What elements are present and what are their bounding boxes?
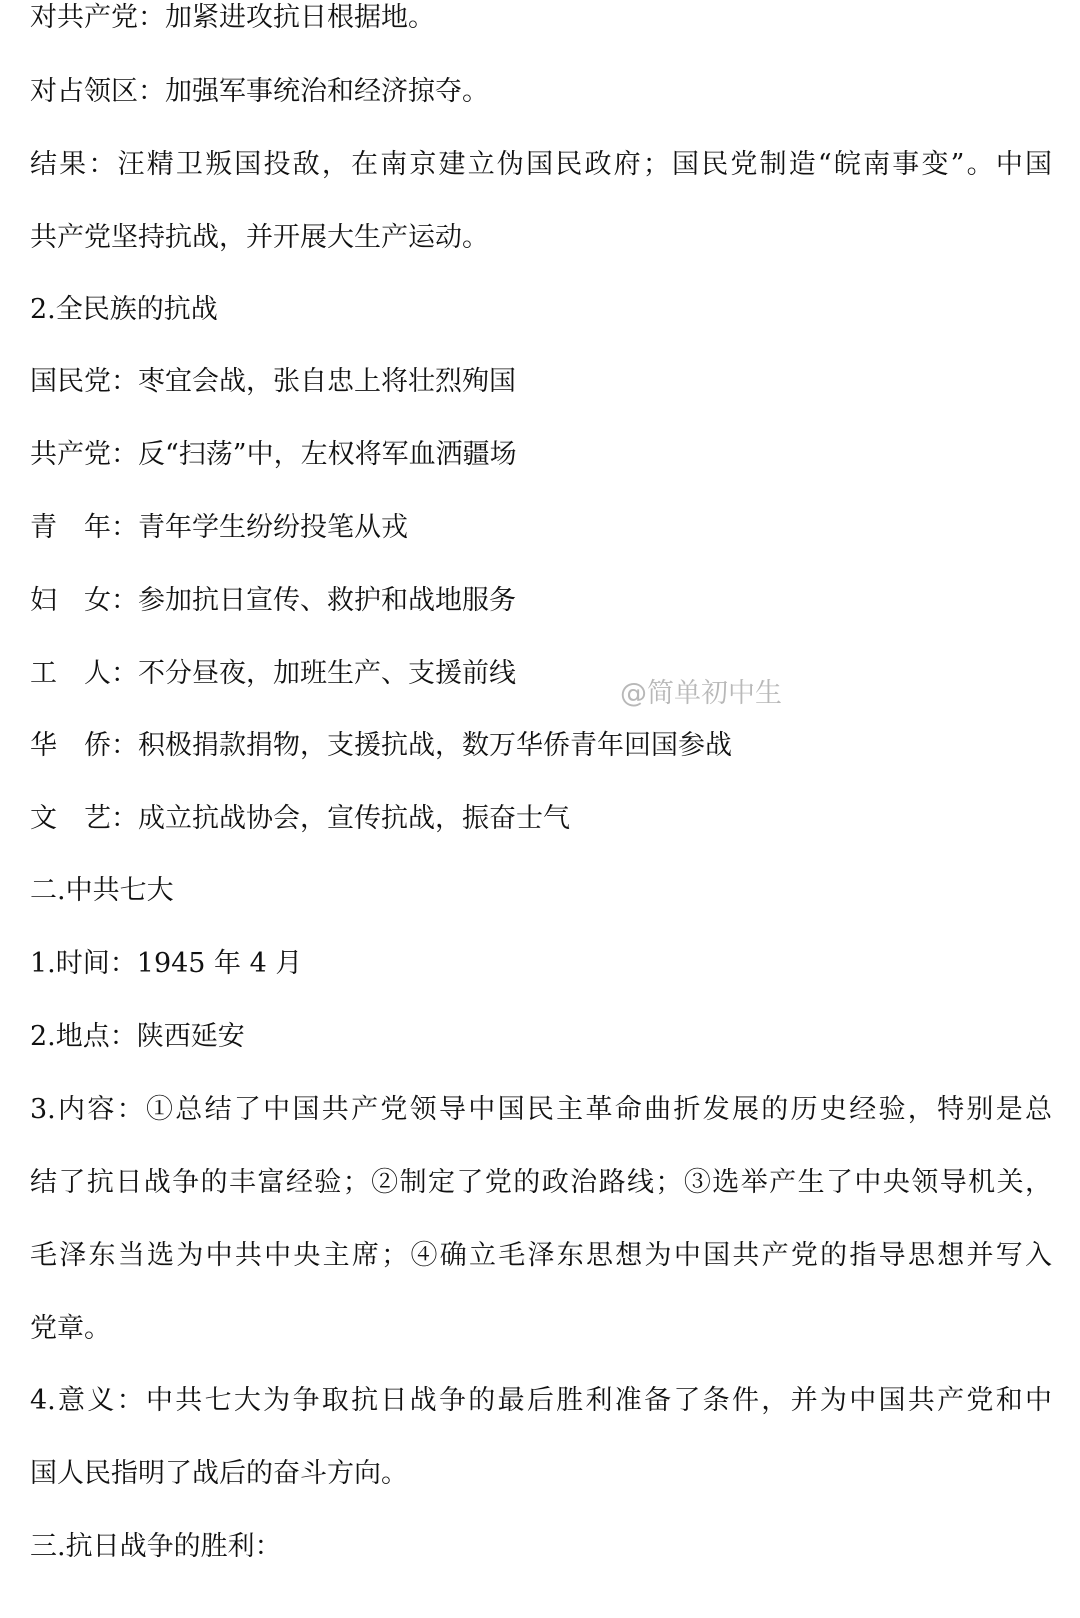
text-line-2: 对占领区：加强军事统治和经济掠夺。 [30, 76, 489, 107]
text-line-16: 3.内容：①总结了中国共产党领导中国民主革命曲折发展的历史经验，特别是总 [30, 1094, 1052, 1125]
text-line-8: 青 年：青年学生纷纷投笔从戎 [30, 512, 408, 543]
text-line-19: 党章。 [30, 1313, 111, 1344]
text-line-3: 结果：汪精卫叛国投敌，在南京建立伪国民政府；国民党制造“皖南事变”。中国 [30, 149, 1052, 180]
section-heading-er: 二.中共七大 [30, 875, 174, 906]
text-line-20: 4.意义：中共七大为争取抗日战争的最后胜利准备了条件，并为中国共产党和中 [30, 1385, 1052, 1416]
text-line-9: 妇 女：参加抗日宣传、救护和战地服务 [30, 585, 516, 616]
text-line-15: 2.地点：陕西延安 [30, 1021, 245, 1052]
section-heading-2: 2.全民族的抗战 [30, 294, 218, 325]
text-line-11: 华 侨：积极捐款捐物，支援抗战，数万华侨青年回国参战 [30, 730, 732, 761]
text-line-10: 工 人：不分昼夜，加班生产、支援前线 [30, 658, 516, 689]
text-line-21: 国人民指明了战后的奋斗方向。 [30, 1458, 408, 1489]
text-line-1: 对共产党：加紧进攻抗日根据地。 [30, 2, 435, 33]
text-line-14: 1.时间：1945 年 4 月 [30, 948, 303, 979]
text-line-6: 国民党：枣宜会战，张自忠上将壮烈殉国 [30, 366, 516, 397]
text-line-18: 毛泽东当选为中共中央主席；④确立毛泽东思想为中国共产党的指导思想并写入 [30, 1240, 1052, 1271]
watermark: @简单初中生 [620, 678, 782, 709]
text-line-4: 共产党坚持抗战，并开展大生产运动。 [30, 222, 489, 253]
section-heading-san: 三.抗日战争的胜利： [30, 1531, 282, 1562]
text-line-12: 文 艺：成立抗战协会，宣传抗战，振奋士气 [30, 803, 570, 834]
text-line-17: 结了抗日战争的丰富经验；②制定了党的政治路线；③选举产生了中央领导机关， [30, 1167, 1052, 1198]
text-line-7: 共产党：反“扫荡”中，左权将军血洒疆场 [30, 439, 517, 470]
